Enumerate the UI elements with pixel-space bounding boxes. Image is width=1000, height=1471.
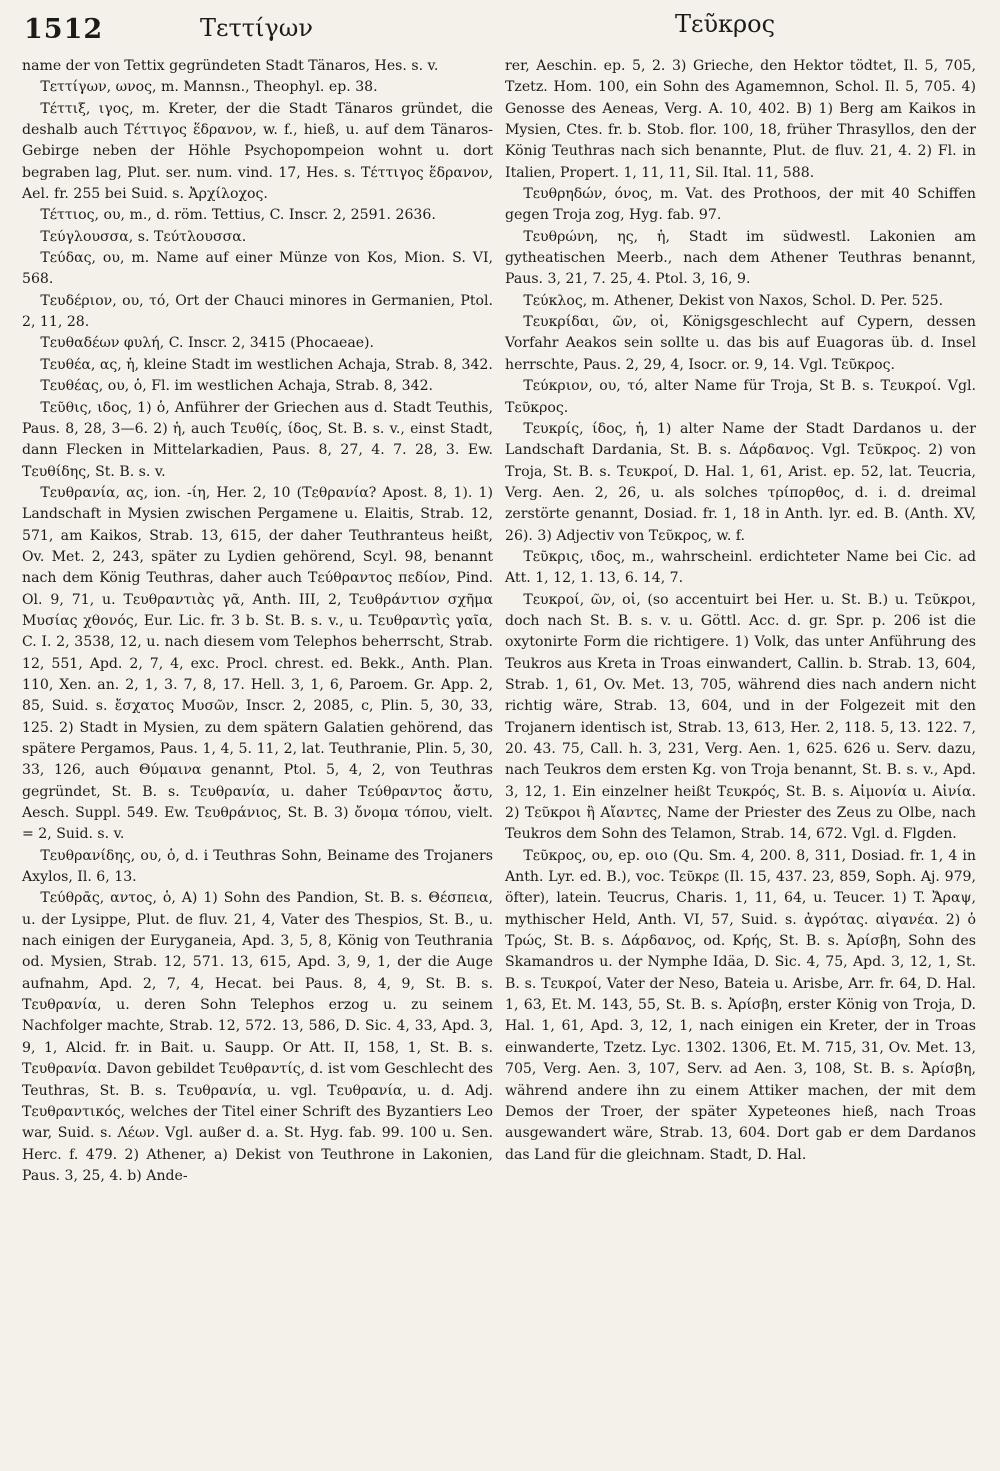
left-column: [22, 56, 493, 1187]
entry-paragraph: Τευθρώνη, ης, ἡ, Stadt im südwestl. Lakonien am gytheatischen Meerb., nach dem Athener Teuthras benannt, Paus. 3, 21, 7. 25, 4. Ptol. 3, 16, 9.: [505, 228, 976, 288]
entry-paragraph: Τευθέας, ου, ὁ, Fl. im westlichen Achaja, Strab. 8, 342.: [40, 378, 434, 395]
entry-paragraph: Τευθρανία, ας, ion. -ίη, Her. 2, 10 (Τεθρανία? Apost. 8, 1). 1) Landschaft in Mysien zwischen Pergamene u. Elaitis, Strab. 12, 571, am Kaikos, Strab. 13, 615, der daher Teuthranteus heißt, Ov. Met. 2, 243, später zu Lydien gehörend, Scyl. 98, benannt nach dem König Teuthras, daher auch Τεύθραντος πεδίον, Pind. Ol. 9, 71, u. Τευθραντιὰς γᾶ, Anth. III, 2, Τευθράντιον σχῆμα Μυσίας χθονός, Eur. Lic. fr. 3 b. St. B. s. v., u. Τευθραντὶς γαῖα, C. I. 2, 3538, 12, u. nach diesem vom Telephos beherrscht, Strab. 12, 551, Apd. 2, 7, 4, exc. Procl. chrest. ed. Bekk., Anth. Plan. 110, Xen. an. 2, 1, 3. 7, 8, 17. Hell. 3, 1, 6, Paroem. Gr. App. 2, 85, Suid. s. ἔσχατος Μυσῶν, Inscr. 2, 2085, c, Plin. 5, 30, 33, 125. 2) Stadt in Mysien, zu dem spätern Galatien gehörend, das spätere Pergamos, Paus. 1, 4, 5. 11, 2, lat. Teuthranie, Plin. 5, 30, 33, 126, auch Θύμαινα genannt, Ptol. 5, 4, 2, von Teuthras gegründet, St. B. s. Τευθρανία, u. daher Τεύθραντος ἄστυ, Aesch. Suppl. 549. Ew. Τευθράνιος, St. B. 3) ὄνομα τόπου, vielt. = 2, Suid. s. v.: [22, 484, 493, 843]
right-column: [505, 56, 976, 1166]
entry-paragraph: Τεύδας, ου, m. Name auf einer Münze von Kos, Mion. S. VI, 568.: [22, 250, 493, 288]
entry-paragraph: Τεῦκρος, ου, ep. οιο (Qu. Sm. 4, 200. 8, 311, Dosiad. fr. 1, 4 in Anth. Lyr. ed. B.), voc. Τεῦκρε (Il. 15, 437. 23, 859, Soph. Aj. 979, öfter), latein. Teucrus, Charis. 1, 11, 64, u. Teucer. 1) T. Ἄραψ, mythischer Held, Anth. VI, 57, Suid. s. ἀγρότας. αἰγανέα. 2) ὁ Τρώς, St. B. s. Δάρδανος, od. Κρής, St. B. s. Ἀρίσβη, Sohn des Skamandros u. der Nymphe Idäa, D. Sic. 4, 75, Apd. 3, 12, 1, St. B. s. Τευκροί, Vater der Neso, Bateia u. Arisbe, Arr. fr. 64, D. Hal. 1, 63, Et. M. 143, 55, St. B. s. Ἀρίσβη, erster König von Troja, D. Hal. 1, 61, Apd. 3, 12, 1, nach einigen ein Kreter, der in Troas einwanderte, Tzetz. Lyc. 1302. 1306, Et. M. 715, 31, Ov. Met. 13, 705, Verg. Aen. 3, 107, Serv. ad Aen. 3, 108, St. B. s. Ἀρίσβη, während andere ihn zu einem Attiker machen, der mit dem Demos der Troer, der später Xypeteones hieß, nach Troas ausgewandert wäre, Strab. 13, 604. Dort gab er dem Dardanos das Land für die gleichnam. Stadt, D. Hal.: [505, 847, 976, 1163]
page-number: 1512: [24, 14, 104, 45]
page-header: [0, 0, 1000, 54]
entry-paragraph: Τευθρηδών, όνος, m. Vat. des Prothoos, der mit 40 Schiffen gegen Troja zog, Hyg. fab. 97.: [505, 186, 976, 224]
entry-paragraph: Τεττίγων, ωνος, m. Mannsn., Theophyl. ep. 38.: [40, 79, 378, 96]
entry-paragraph: Τευθέα, ας, ἡ, kleine Stadt im westlichen Achaja, Strab. 8, 342.: [40, 356, 493, 373]
entry-paragraph: Τευθρανίδης, ου, ὁ, d. i Teuthras Sohn, Beiname des Trojaners Axylos, Il. 6, 13.: [22, 847, 493, 886]
running-headword-left: Τεττίγων: [200, 14, 313, 42]
entry-paragraph: Τευθαδέων φυλή, C. Inscr. 2, 3415 (Phocaeae).: [40, 335, 375, 352]
entry-paragraph: Τεύκλος, m. Athener, Dekist von Naxos, Schol. D. Per. 525.: [523, 292, 944, 309]
entry-paragraph: name der von Tettix gegründeten Stadt Tänaros, Hes. s. v.: [22, 58, 439, 74]
entry-paragraph: Τεύγλουσσα, s. Τεύτλουσσα.: [40, 228, 247, 245]
entry-paragraph: rer, Aeschin. ep. 5, 2. 3) Grieche, den Hektor tödtet, Il. 5, 705, Tzetz. Hom. 100, ein Sohn des Agamemnon, Schol. Il. 5, 705. 4) Genosse des Aeneas, Verg. A. 10, 402. B) 1) Berg am Kaikos in Mysien, Ctes. fr. b. Stob. flor. 100, 18, früher Thrasyllos, den der König Teuthras nach sich benannte, Plut. de fluv. 21, 4. 2) Fl. in Italien, Propert. 1, 11, 11, Sil. Ital. 11, 588.: [505, 58, 976, 181]
entry-paragraph: Τευκρίς, ίδος, ἡ, 1) alter Name der Stadt Dardanos u. der Landschaft Dardania, St. B. s. Δάρδανος. Vgl. Τεῦκρος. 2) von Troja, St. B. s. Τευκροί, D. Hal. 1, 61, Arist. ep. 52, lat. Teucria, Verg. Aen. 2, 26, u. als solches τρίπορθος, d. i. d. dreimal zerstörte genannt, Dosiad. fr. 1, 18 in Anth. lyr. ed. B. (Anth. XV, 26). 3) Adjectiv von Τεῦκρος, w. f.: [505, 420, 976, 544]
entry-paragraph: Τέττιξ, ιγος, m. Kreter, der die Stadt Tänaros gründet, die deshalb auch Τέττιγος ἕδρανον, w. f., hieß, u. auf dem Tänaros-Gebirge neben der Höhle Psychopompeion wohnt u. dort begraben lag, Plut. ser. num. vind. 17, Hes. s. Τέττιγος ἕδρανον, Ael. fr. 255 bei Suid. s. Ἀρχίλοχος.: [22, 100, 493, 203]
running-headword-right: Τεῦκρος: [675, 10, 776, 38]
entry-paragraph: Τευδέριον, ου, τό, Ort der Chauci minores in Germanien, Ptol. 2, 11, 28.: [22, 292, 493, 331]
entry-paragraph: Τεῦθις, ιδος, 1) ὁ, Anführer der Griechen aus d. Stadt Teuthis, Paus. 8, 28, 3—6. 2) ἡ, auch Τευθίς, ίδος, St. B. s. v., einst Stadt, dann Flecken in Mittelarkadien, Paus. 8, 27, 4. 7. 28, 3. Ew. Τευθίδης, St. B. s. v.: [22, 399, 493, 480]
entry-paragraph: Τευκρίδαι, ῶν, οἱ, Königsgeschlecht auf Cypern, dessen Vorfahr Aeakos sein sollte u. das bis auf Euagoras üb. d. Insel herrschte, Paus. 2, 29, 4, Isocr. or. 9, 14. Vgl. Τεῦκρος.: [505, 314, 976, 373]
entry-paragraph: Τευκροί, ῶν, οἱ, (so accentuirt bei Her. u. St. B.) u. Τεῦκροι, doch nach St. B. s. v. u. Göttl. Acc. d. gr. Spr. p. 206 ist die oxytonirte Form die richtigere. 1) Volk, das unter Anführung des Teukros aus Kreta in Troas einwandert, Callin. b. Strab. 13, 604, Strab. 1, 61, Ov. Met. 13, 705, während dies nach andern nicht richtig wäre, Strab. 13, 604, und in der Folgezeit mit den Trojanern identisch ist, Strab. 13, 613, Her. 2, 118. 5, 13. 122. 7, 20. 43. 75, Call. h. 3, 231, Verg. Aen. 1, 625. 626 u. Serv. dazu, nach Teukros dem ersten Kg. von Troja benannt, St. B. s. v., Apd. 3, 12, 1. Ein einzelner heißt Τευκρός, St. B. s. Αἱμονία u. Αἰνία. 2) Τεῦκροι ἢ Αἴαντες, Name der Priester des Zeus zu Olbe, nach Teukros dem Sohn des Telamon, Strab. 14, 672. Vgl. d. Flgden.: [505, 591, 976, 843]
entry-paragraph: Τεύθρᾱς, αντος, ὁ, A) 1) Sohn des Pandion, St. B. s. Θέσπεια, u. der Lysippe, Plut. de fluv. 21, 4, Vater des Thespios, St. B., u. nach einigen der Euryganeia, Apd. 3, 5, 8, König von Teuthrania od. Mysien, Strab. 12, 571. 13, 615, Apd. 3, 9, 1, der die Auge aufnahm, Apd. 2, 7, 4, Hecat. bei Paus. 8, 4, 9, St. B. s. Τευθρανία, u. deren Sohn Telephos erzog u. zu seinem Nachfolger machte, Strab. 12, 572. 13, 586, D. Sic. 4, 33, Apd. 3, 9, 1, Alcid. fr. in Bait. u. Saupp. Or Att. II, 158, 1, St. B. s. Τευθρανία. Davon gebildet Τευθραντίς, d. ist vom Geschlecht des Teuthras, St. B. s. Τευθρανία, u. vgl. Τευθρανία, u. d. Adj. Τευθραντικός, welches der Titel einer Schrift des Byzantiers Leo war, Suid. s. Λέων. Vgl. außer d. a. St. Hyg. fab. 99. 100 u. Sen. Herc. f. 479. 2) Athener, a) Dekist von Teuthrone in Lakonien, Paus. 3, 25, 4. b) Ande-: [22, 890, 493, 1184]
entry-paragraph: Τεύκριον, ου, τό, alter Name für Troja, St B. s. Τευκροί. Vgl. Τεῦκρος.: [505, 378, 976, 416]
entry-paragraph: Τεῦκρις, ιδος, m., wahrscheinl. erdichteter Name bei Cic. ad Att. 1, 12, 1. 13, 6. 14, 7.: [505, 548, 976, 587]
entry-paragraph: Τέττιος, ου, m., d. röm. Tettius, C. Inscr. 2, 2591. 2636.: [40, 207, 436, 224]
